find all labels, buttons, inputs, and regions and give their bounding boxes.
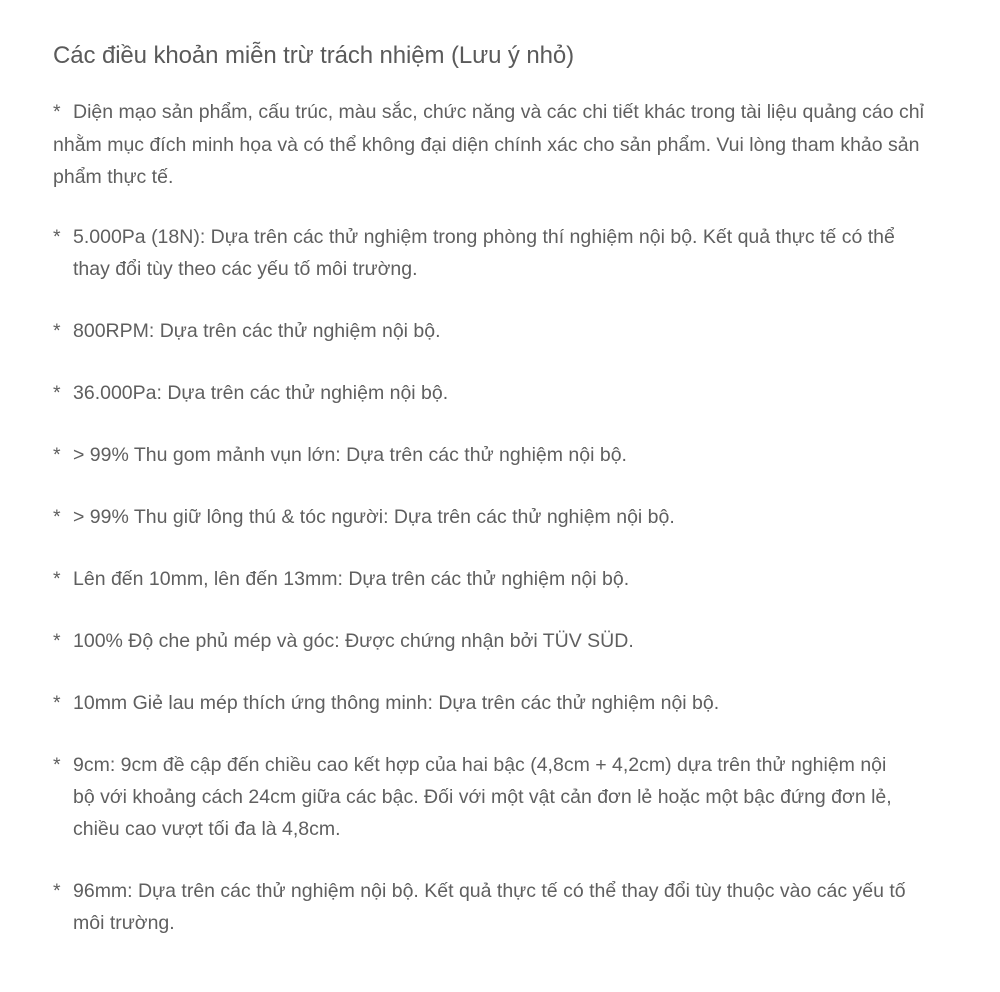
note-text: 9cm: 9cm đề cập đến chiều cao kết hợp của hai bậc (4,8cm + 4,2cm) dựa trên thử nghiệm nội bộ với khoảng cách 24cm giữa các bậc. Đối với một vật cản đơn lẻ hoặc một bậc đứng đơn lẻ, chiều cao vượt tối đa là 4,8cm. [73, 753, 892, 840]
note-text: 36.000Pa: Dựa trên các thử nghiệm nội bộ. [73, 381, 449, 404]
page-title: Các điều khoản miễn trừ trách nhiệm (Lưu ý nhỏ) [53, 42, 575, 69]
bullet-asterisk: * [53, 381, 61, 404]
bullet-asterisk: * [53, 443, 61, 466]
note-text: 100% Độ che phủ mép và góc: Được chứng nhận bởi TÜV SÜD. [73, 629, 634, 652]
list-item [53, 625, 933, 657]
list-item [53, 221, 933, 285]
list-item [53, 563, 933, 595]
bullet-asterisk: * [53, 225, 61, 248]
note-text: Lên đến 10mm, lên đến 13mm: Dựa trên các thử nghiệm nội bộ. [73, 567, 630, 590]
bullet-asterisk: * [53, 505, 61, 528]
list-item [53, 875, 933, 939]
list-item [53, 315, 933, 347]
note-text: > 99% Thu giữ lông thú & tóc người: Dựa trên các thử nghiệm nội bộ. [73, 505, 675, 528]
bullet-asterisk: * [53, 319, 61, 342]
disclaimer-section [53, 40, 933, 969]
intro-paragraph [53, 96, 933, 194]
notes-list [53, 221, 933, 939]
note-text: 800RPM: Dựa trên các thử nghiệm nội bộ. [73, 319, 441, 342]
note-text: 96mm: Dựa trên các thử nghiệm nội bộ. Kết quả thực tế có thể thay đổi tùy thuộc vào các yếu tố môi trường. [73, 879, 906, 934]
list-item [53, 687, 933, 719]
note-text: > 99% Thu gom mảnh vụn lớn: Dựa trên các thử nghiệm nội bộ. [73, 443, 627, 466]
list-item [53, 501, 933, 533]
list-item [53, 439, 933, 471]
note-text: 10mm Giẻ lau mép thích ứng thông minh: Dựa trên các thử nghiệm nội bộ. [73, 691, 720, 714]
intro-text: Diện mạo sản phẩm, cấu trúc, màu sắc, chức năng và các chi tiết khác trong tài liệu quảng cáo chỉ nhằm mục đích minh họa và có thể không đại diện chính xác cho sản phẩm. Vui lòng tham khảo sản phẩm thực tế. [53, 101, 924, 188]
note-text: 5.000Pa (18N): Dựa trên các thử nghiệm trong phòng thí nghiệm nội bộ. Kết quả thực tế có thể thay đổi tùy theo các yếu tố môi trường. [73, 225, 895, 280]
list-item [53, 749, 933, 845]
bullet-asterisk: * [53, 691, 61, 714]
bullet-asterisk: * [53, 629, 61, 652]
bullet-asterisk: * [53, 879, 61, 902]
bullet-asterisk: * [53, 101, 61, 123]
bullet-asterisk: * [53, 753, 61, 776]
bullet-asterisk: * [53, 567, 61, 590]
list-item [53, 377, 933, 409]
